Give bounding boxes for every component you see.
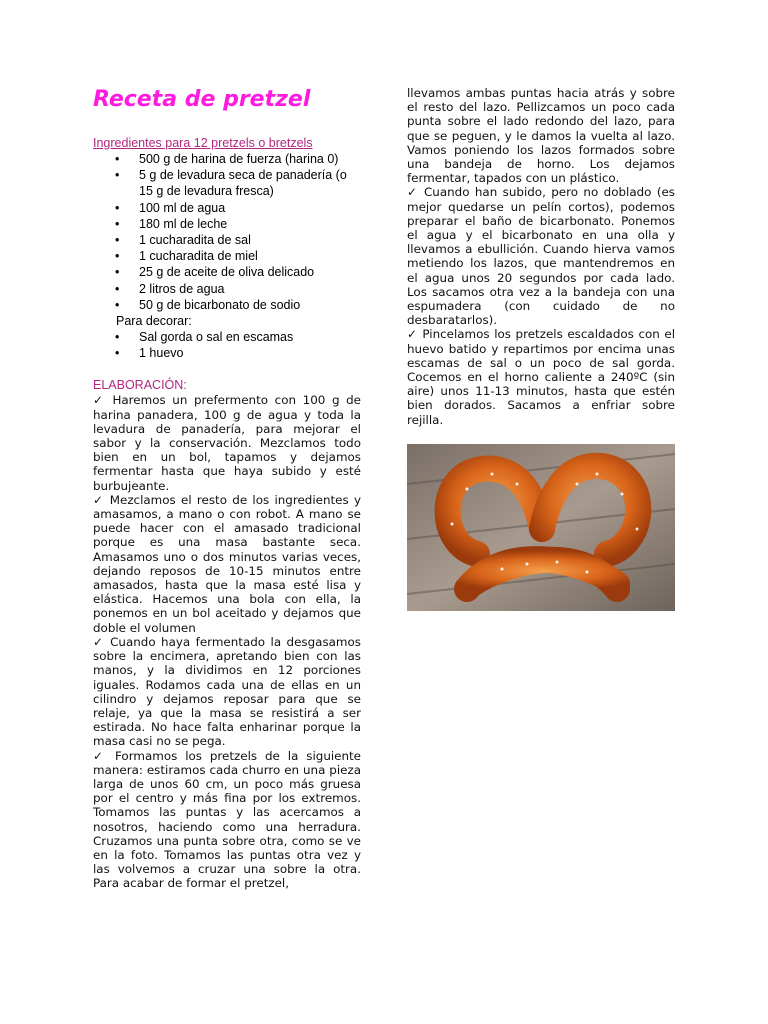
right-column <box>407 86 675 611</box>
elaboration-heading: ELABORACIÓN: <box>93 378 187 393</box>
steps-right <box>407 86 675 427</box>
ingredient-item: • 1 cucharadita de miel <box>93 248 361 264</box>
step-paragraph: ✓ Formamos los pretzels de la siguiente manera: estiramos cada churro en una pieza larga de unos 60 cm, un poco más gruesa por el centro y más fina por los extremos. Tomamos las puntas y las acercamos a nosotros, haciendo como una herradura. Cruzamos una punta sobre otra, como se ve en la foto. Tomamos las puntas otra vez y las volvemos a cruzar una sobre la otra. Para acabar de formar el pretzel, <box>93 748 361 891</box>
decorate-label: Para decorar: <box>116 314 192 329</box>
ingredients-list <box>93 151 361 313</box>
decorate-item: • Sal gorda o sal en escamas <box>93 329 361 345</box>
step-paragraph: ✓ Cuando han subido, pero no doblado (es mejor quedarse un pelín cortos), podemos preparar el baño de bicarbonato. Ponemos el agua y el bicarbonato en una olla y llevamos a ebullición. Cuando hierva vamos metiendo los lazos, que mantendremos en el agua unos 20 segundos por cada lado. Los sacamos otra vez a la bandeja con una espumadera (con cuidado de no desbaratarlos). <box>407 185 675 328</box>
ingredient-item: • 2 litros de agua <box>93 281 361 297</box>
ingredient-item: • 25 g de aceite de oliva delicado <box>93 264 361 280</box>
decorate-list <box>93 329 361 361</box>
step-paragraph: ✓ Pincelamos los pretzels escaldados con el huevo batido y repartimos por encima unas escamas de sal o un poco de sal gorda. Cocemos en el horno caliente a 240ºC (sin aire) unos 11-13 minutos, hasta que estén bien dorados. Sacamos a enfriar sobre rejilla. <box>407 327 675 427</box>
step-paragraph: ✓ Haremos un prefermento con 100 g de harina panadera, 100 g de agua y toda la levadura de panadería, para mejorar el sabor y la conservación. Mezclamos todo bien en un bol, tapamos y dejamos fermentar hasta que haya subido y esté burbujeante. <box>93 393 361 493</box>
steps-left <box>93 393 361 890</box>
left-column <box>93 86 361 891</box>
step-paragraph: llevamos ambas puntas hacia atrás y sobre el resto del lazo. Pellizcamos un poco cada punta sobre el lado redondo del lazo, para que se peguen, y le damos la vuelta al lazo. Vamos poniendo los lazos formados sobre una bandeja de horno. Los dejamos fermentar, tapados con un plástico. <box>407 86 675 186</box>
ingredient-item: • 5 g de levadura seca de panadería (o 15 g de levadura fresca) <box>93 167 361 199</box>
ingredient-item: • 180 ml de leche <box>93 216 361 232</box>
ingredient-item: • 1 cucharadita de sal <box>93 232 361 248</box>
step-paragraph: ✓ Cuando haya fermentado la desgasamos sobre la encimera, apretando bien con las manos, y la dividimos en 12 porciones iguales. Rodamos cada una de ellas en un cilindro y dejamos reposar para que se relaje, ya que la masa se resistirá a ser estirada. No hace falta enharinar porque la masa casi no se pega. <box>93 634 361 749</box>
ingredient-item: • 500 g de harina de fuerza (harina 0) <box>93 151 361 167</box>
recipe-title: Receta de pretzel <box>93 87 311 112</box>
decorate-item: • 1 huevo <box>93 345 361 361</box>
ingredient-item: • 100 ml de agua <box>93 200 361 216</box>
ingredients-heading: Ingredientes para 12 pretzels o bretzels <box>93 136 313 150</box>
pretzel-photo <box>407 444 675 611</box>
ingredient-item: • 50 g de bicarbonato de sodio <box>93 297 361 313</box>
step-paragraph: ✓ Mezclamos el resto de los ingredientes y amasamos, a mano o con robot. A mano se puede hacer con el amasado tradicional porque es una masa bastante seca. Amasamos uno o dos minutos varias veces, dejando reposos de 10-15 minutos entre amasados, hasta que la masa esté lisa y elástica. Hacemos una bola con ella, la ponemos en un bol aceitado y dejamos que doble el volumen <box>93 492 361 635</box>
